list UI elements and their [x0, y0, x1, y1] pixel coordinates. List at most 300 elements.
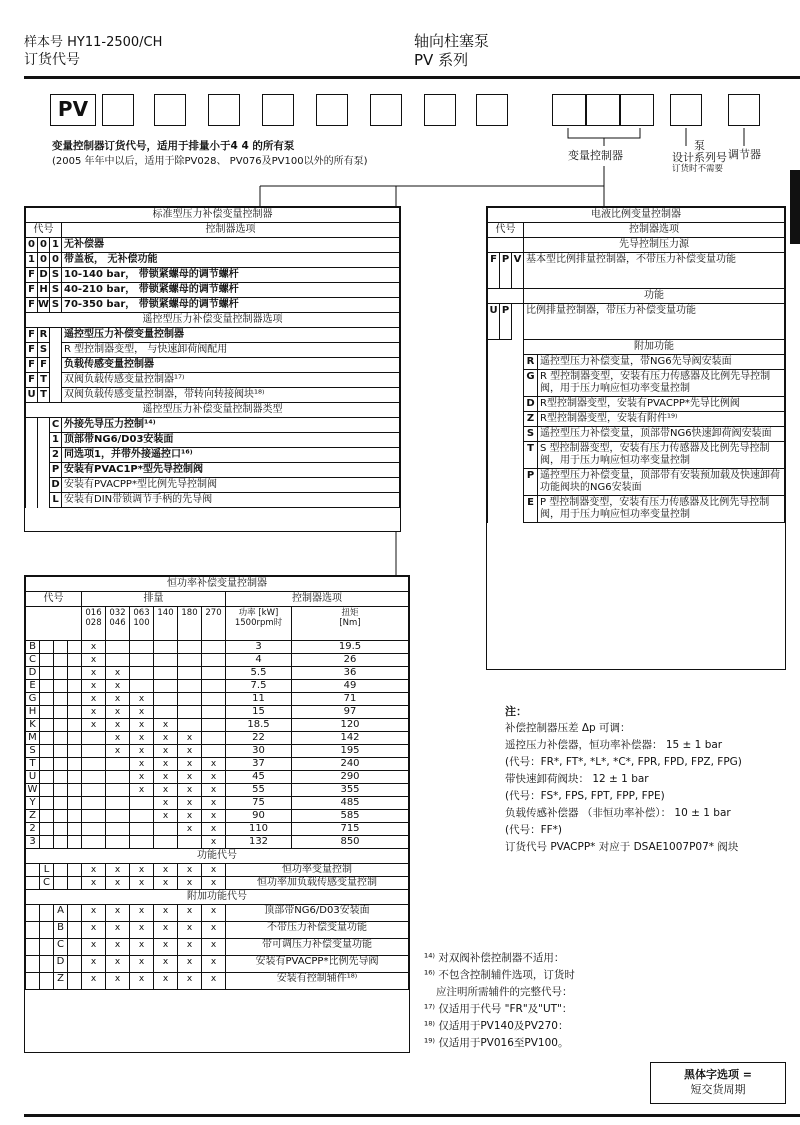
code-letter: C: [50, 418, 62, 433]
table-row: [26, 298, 400, 313]
code-letter: G: [524, 370, 538, 397]
availability-mark: x: [130, 706, 154, 719]
code-letter: C: [54, 939, 68, 956]
availability-mark: x: [82, 706, 106, 719]
code-letter: T: [38, 388, 50, 403]
availability-mark: [82, 836, 106, 849]
option-text: R 型控制器变型，安装有压力传感器及比例先导控制阀，用于压力响应恒功率变量控制: [538, 370, 785, 397]
constant-power-table: [24, 575, 410, 1053]
availability-mark: x: [82, 905, 106, 922]
power-col-code: 代号: [26, 592, 82, 607]
empty-cell: [54, 641, 68, 654]
availability-mark: x: [82, 667, 106, 680]
code-letter: S: [26, 745, 40, 758]
availability-mark: x: [202, 758, 226, 771]
std-group-2: [26, 268, 400, 313]
torque-value: 71: [292, 693, 409, 706]
availability-mark: x: [178, 973, 202, 990]
empty-cell: [40, 784, 54, 797]
code-letter: D: [524, 397, 538, 412]
empty-cell: [68, 745, 82, 758]
availability-mark: x: [202, 810, 226, 823]
code-letter: P: [500, 253, 512, 289]
availability-mark: x: [202, 771, 226, 784]
order-code-title: 订货代号: [24, 52, 80, 68]
availability-mark: x: [202, 956, 226, 973]
availability-mark: x: [154, 732, 178, 745]
table-row: [26, 771, 409, 784]
empty-cell: [54, 667, 68, 680]
empty-cell: [40, 667, 54, 680]
empty-cell: [54, 758, 68, 771]
note-line: (代号：FF*): [505, 824, 563, 836]
availability-mark: [154, 706, 178, 719]
empty-cell: [68, 823, 82, 836]
table-row: [488, 469, 785, 496]
empty-cell: [54, 719, 68, 732]
availability-mark: x: [154, 864, 178, 877]
empty-cell: [54, 810, 68, 823]
code-letter: W: [26, 784, 40, 797]
additional-code-title: 附加功能代号: [26, 890, 409, 905]
code-letter: L: [40, 864, 54, 877]
empty-cell: [40, 939, 54, 956]
empty-cell: [40, 693, 54, 706]
empty-cell: [40, 956, 54, 973]
displacement-header: 063 100: [130, 607, 154, 641]
power-value: 15: [226, 706, 292, 719]
table-row: [26, 732, 409, 745]
empty-cell: [68, 680, 82, 693]
table-row: [26, 463, 400, 478]
table-row: [26, 680, 409, 693]
empty-cell: [26, 493, 38, 508]
availability-mark: [130, 823, 154, 836]
availability-mark: [106, 797, 130, 810]
option-text: 10-140 bar， 带锁紧螺母的调节螺杆: [62, 268, 400, 283]
code-letter: P: [500, 304, 512, 340]
product-series: PV 系列: [414, 51, 469, 69]
col-code: 代号: [26, 223, 62, 238]
torque-value: 355: [292, 784, 409, 797]
footnote-line: ¹⁴⁾ 对双阀补偿控制器不适用：: [424, 952, 565, 964]
availability-mark: x: [178, 810, 202, 823]
table-row: [26, 784, 409, 797]
empty-cell: [54, 680, 68, 693]
table-row: [26, 433, 400, 448]
power-value: 110: [226, 823, 292, 836]
torque-value: 240: [292, 758, 409, 771]
code-letter: S: [50, 268, 62, 283]
option-text: S 型控制器变型，安装有压力传感器及比例先导控制阀，用于压力响应恒功率变量控制: [538, 442, 785, 469]
availability-mark: x: [202, 864, 226, 877]
option-text: 同选项1，并带外接遥控口¹⁶⁾: [62, 448, 400, 463]
availability-mark: x: [130, 719, 154, 732]
availability-mark: [178, 667, 202, 680]
option-text: 比例排量控制器，带压力补偿变量功能: [524, 304, 785, 340]
code-letter: D: [38, 268, 50, 283]
empty-cell: [68, 693, 82, 706]
code-letter: 0: [26, 238, 38, 253]
availability-mark: [178, 654, 202, 667]
empty-cell: [488, 496, 524, 523]
note-line: 负载传感补偿器 （非恒功率补偿）： 10 ± 1 bar: [505, 807, 731, 819]
availability-mark: [178, 836, 202, 849]
empty-cell: [50, 373, 62, 388]
code-letter: R: [524, 355, 538, 370]
empty-cell: [68, 784, 82, 797]
option-text: 遥控型压力补偿变量控制器: [62, 328, 400, 343]
table-row: [26, 973, 409, 990]
availability-mark: x: [82, 719, 106, 732]
option-text: R 型控制器变型， 与快速卸荷阀配用: [62, 343, 400, 358]
table-row: [488, 427, 785, 442]
availability-mark: x: [106, 905, 130, 922]
code-letter: T: [38, 373, 50, 388]
availability-mark: x: [178, 877, 202, 890]
availability-mark: [202, 693, 226, 706]
table-row: [26, 719, 409, 732]
code-letter: S: [38, 343, 50, 358]
availability-mark: [106, 771, 130, 784]
availability-mark: [106, 823, 130, 836]
empty-cell: [54, 693, 68, 706]
availability-mark: x: [178, 784, 202, 797]
availability-mark: x: [202, 922, 226, 939]
empty-cell: [68, 836, 82, 849]
empty-cell: [68, 706, 82, 719]
code-letter: Y: [26, 797, 40, 810]
availability-mark: [106, 836, 130, 849]
note-line: 订货代号 PVACPP* 对应于 DSAE1007P07* 阀块: [505, 841, 739, 853]
code-letter: C: [40, 877, 54, 890]
empty-cell: [68, 667, 82, 680]
availability-mark: [82, 823, 106, 836]
empty-cell: [26, 463, 38, 478]
displacement-header: 140: [154, 607, 178, 641]
torque-value: 850: [292, 836, 409, 849]
availability-mark: [82, 745, 106, 758]
torque-value: 585: [292, 810, 409, 823]
option-text: 顶部带NG6/D03安装面: [62, 433, 400, 448]
option-text: P 型控制器变型，安装有压力传感器及比例先导控制阀，用于压力响应恒功率变量控制: [538, 496, 785, 523]
empty-cell: [26, 864, 40, 877]
power-value: 11: [226, 693, 292, 706]
code-letter: H: [26, 706, 40, 719]
empty-cell: [26, 922, 40, 939]
torque-value: 195: [292, 745, 409, 758]
power-table-title: 恒功率补偿变量控制器: [26, 577, 409, 592]
empty-cell: [40, 719, 54, 732]
availability-mark: x: [106, 680, 130, 693]
availability-mark: x: [106, 956, 130, 973]
code-letter: F: [26, 358, 38, 373]
table-row: [488, 496, 785, 523]
option-text: 顶部带NG6/D03安装面: [226, 905, 409, 922]
note-line: 补偿控制器压差 Δp 可调：: [505, 722, 631, 734]
power-value: 4: [226, 654, 292, 667]
table-row: [26, 448, 400, 463]
empty-cell: [38, 433, 50, 448]
table-row: [26, 283, 400, 298]
power-value: 7.5: [226, 680, 292, 693]
code-letter: 2: [26, 823, 40, 836]
availability-mark: x: [178, 939, 202, 956]
empty-cell: [488, 412, 524, 427]
availability-mark: x: [82, 693, 106, 706]
code-letter: F: [26, 283, 38, 298]
empty-cell: [54, 864, 68, 877]
displacement-header: 032 046: [106, 607, 130, 641]
code-letter: T: [26, 758, 40, 771]
code-letter: 0: [50, 253, 62, 268]
torque-value: 142: [292, 732, 409, 745]
availability-mark: [130, 680, 154, 693]
label-not-required: 订货时不需要: [672, 164, 724, 174]
electro-section-additional: 附加功能: [524, 340, 785, 355]
code-letter: C: [26, 654, 40, 667]
empty-cell: [68, 797, 82, 810]
empty-cell: [54, 877, 68, 890]
option-text: 基本型比例排量控制器，不带压力补偿变量功能: [524, 253, 785, 289]
option-text: 恒功率加负载传感变量控制: [226, 877, 409, 890]
availability-mark: [106, 654, 130, 667]
table-row: [26, 823, 409, 836]
availability-mark: x: [106, 732, 130, 745]
empty-cell: [38, 493, 50, 508]
availability-mark: x: [82, 641, 106, 654]
availability-mark: [202, 680, 226, 693]
empty-cell: [68, 758, 82, 771]
empty-cell: [54, 706, 68, 719]
table-row: [26, 922, 409, 939]
availability-mark: x: [154, 810, 178, 823]
power-value: 22: [226, 732, 292, 745]
empty-cell: [68, 956, 82, 973]
torque-value: 290: [292, 771, 409, 784]
availability-mark: [106, 784, 130, 797]
function-rows: [26, 864, 409, 890]
power-value: 45: [226, 771, 292, 784]
empty-cell: [68, 641, 82, 654]
availability-mark: [130, 641, 154, 654]
table-row: [26, 418, 400, 433]
standard-control-table: [24, 206, 401, 532]
empty-cell: [40, 680, 54, 693]
option-text: 带可调压力补偿变量功能: [226, 939, 409, 956]
availability-mark: x: [202, 836, 226, 849]
option-text: 带盖板， 无补偿功能: [62, 253, 400, 268]
availability-mark: [154, 667, 178, 680]
legend-box: [650, 1062, 786, 1104]
option-text: 遥控型压力补偿变量，带NG6先导阀安装面: [538, 355, 785, 370]
availability-mark: x: [106, 693, 130, 706]
availability-mark: x: [202, 784, 226, 797]
empty-cell: [68, 771, 82, 784]
power-value: 90: [226, 810, 292, 823]
power-col-displacement: 排量: [82, 592, 226, 607]
table-row: [488, 355, 785, 370]
availability-mark: x: [178, 797, 202, 810]
table-row: [26, 706, 409, 719]
code-letter: E: [26, 680, 40, 693]
empty-cell: [54, 823, 68, 836]
availability-mark: x: [106, 706, 130, 719]
availability-mark: x: [130, 973, 154, 990]
option-text: 无补偿器: [62, 238, 400, 253]
intro-line-1: 变量控制器订货代号，适用于排量小于4 4 的所有泵: [52, 140, 295, 152]
availability-mark: x: [82, 680, 106, 693]
note-line: 带快速卸荷阀块： 12 ± 1 bar: [505, 773, 649, 785]
availability-mark: [82, 771, 106, 784]
code-letter: 1: [50, 238, 62, 253]
availability-mark: x: [130, 771, 154, 784]
availability-mark: x: [154, 719, 178, 732]
availability-mark: x: [154, 797, 178, 810]
option-text: 恒功率变量控制: [226, 864, 409, 877]
table-row: [26, 343, 400, 358]
power-value: 132: [226, 836, 292, 849]
availability-mark: x: [82, 973, 106, 990]
empty-cell: [26, 433, 38, 448]
label-design-series: 泵 设计系列号: [672, 139, 727, 164]
code-letter: Z: [524, 412, 538, 427]
footnote-line: ¹⁸⁾ 仅适用于PV140及PV270：: [424, 1020, 569, 1032]
availability-mark: x: [130, 939, 154, 956]
power-header: 功率 [kW] 1500rpm时: [226, 607, 292, 641]
table-row: [26, 667, 409, 680]
code-letter: U: [26, 388, 38, 403]
code-letter: D: [26, 667, 40, 680]
code-letter: B: [54, 922, 68, 939]
empty-cell: [50, 328, 62, 343]
availability-mark: [82, 732, 106, 745]
power-rows: [26, 641, 409, 849]
availability-mark: [130, 667, 154, 680]
code-letter: F: [38, 358, 50, 373]
empty-cell: [26, 877, 40, 890]
table-row: [26, 758, 409, 771]
code-letter: F: [26, 268, 38, 283]
code-letter: F: [488, 253, 500, 289]
notes-title: 注：: [505, 705, 527, 718]
code-letter: S: [524, 427, 538, 442]
availability-mark: x: [202, 939, 226, 956]
availability-mark: x: [130, 732, 154, 745]
availability-mark: x: [106, 719, 130, 732]
empty-cell: [54, 654, 68, 667]
empty-cell: [68, 810, 82, 823]
availability-mark: [154, 823, 178, 836]
availability-mark: x: [178, 745, 202, 758]
empty-cell: [40, 745, 54, 758]
code-letter: K: [26, 719, 40, 732]
empty-cell: [68, 654, 82, 667]
code-letter: 2: [50, 448, 62, 463]
empty-cell: [38, 448, 50, 463]
code-letter: 0: [38, 253, 50, 268]
empty-cell: [40, 758, 54, 771]
note-line: (代号：FS*, FPS, FPT, FPP, FPE): [505, 790, 665, 802]
remote-types-title: 遥控型压力补偿变量控制器类型: [26, 403, 400, 418]
empty-cell: [488, 469, 524, 496]
availability-mark: x: [154, 784, 178, 797]
empty-cell: [68, 939, 82, 956]
code-letter: F: [26, 328, 38, 343]
empty-cell: [50, 343, 62, 358]
availability-mark: x: [106, 667, 130, 680]
availability-mark: [82, 758, 106, 771]
torque-value: 36: [292, 667, 409, 680]
availability-mark: x: [202, 823, 226, 836]
availability-mark: [154, 680, 178, 693]
empty-cell: [54, 771, 68, 784]
option-text: 安装有控制辅件¹⁸⁾: [226, 973, 409, 990]
availability-mark: x: [82, 864, 106, 877]
availability-mark: x: [154, 956, 178, 973]
empty-cell: [38, 418, 50, 433]
availability-mark: x: [202, 905, 226, 922]
table-row: [26, 493, 400, 508]
availability-mark: [202, 732, 226, 745]
table-row: [26, 864, 409, 877]
std-group-3: [26, 328, 400, 403]
availability-mark: x: [106, 939, 130, 956]
table-row: [26, 358, 400, 373]
power-value: 75: [226, 797, 292, 810]
option-text: 70-350 bar， 带锁紧螺母的调节螺杆: [62, 298, 400, 313]
notes-block: [505, 704, 795, 856]
power-value: 55: [226, 784, 292, 797]
code-letter: R: [38, 328, 50, 343]
availability-mark: [106, 758, 130, 771]
table-row: [488, 397, 785, 412]
availability-mark: x: [130, 758, 154, 771]
empty-cell: [50, 358, 62, 373]
code-letter: D: [54, 956, 68, 973]
availability-mark: x: [130, 956, 154, 973]
table-row: [26, 373, 400, 388]
torque-value: 49: [292, 680, 409, 693]
empty-cell: [488, 442, 524, 469]
availability-mark: [130, 810, 154, 823]
code-letter: Z: [26, 810, 40, 823]
availability-mark: x: [154, 758, 178, 771]
empty-cell: [68, 973, 82, 990]
option-text: R型控制器变型，安装有附件¹⁹⁾: [538, 412, 785, 427]
availability-mark: [82, 784, 106, 797]
code-letter: U: [488, 304, 500, 340]
availability-mark: [154, 654, 178, 667]
table-row: [26, 745, 409, 758]
availability-mark: x: [130, 693, 154, 706]
code-letter: F: [26, 298, 38, 313]
availability-mark: x: [82, 654, 106, 667]
option-text: 负载传感变量控制器: [62, 358, 400, 373]
displacement-header: 180: [178, 607, 202, 641]
product-title: 轴向柱塞泵: [414, 32, 490, 50]
empty-cell: [26, 956, 40, 973]
code-letter: 3: [26, 836, 40, 849]
footnote-line: ¹⁷⁾ 仅适用于代号 "FR"及"UT"：: [424, 1003, 573, 1015]
power-value: 18.5: [226, 719, 292, 732]
option-text: 遥控型压力补偿变量，顶部带NG6快速卸荷阀安装面: [538, 427, 785, 442]
availability-mark: x: [154, 973, 178, 990]
empty-cell: [38, 463, 50, 478]
code-letter: V: [512, 253, 524, 289]
availability-mark: x: [154, 922, 178, 939]
intro-line-2: (2005 年年中以后，适用于除PV028、 PV076及PV100以外的所有泵): [52, 156, 368, 167]
